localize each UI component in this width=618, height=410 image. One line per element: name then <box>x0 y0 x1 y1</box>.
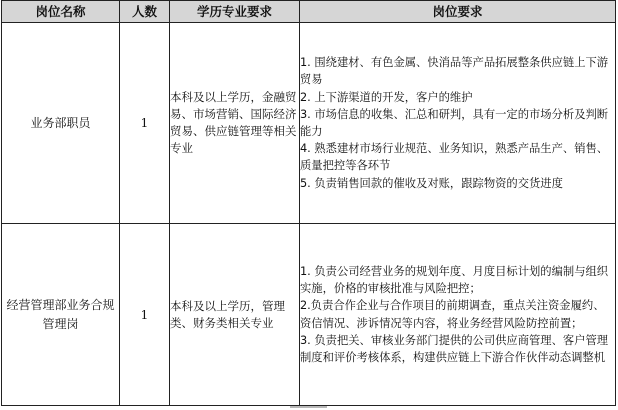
headcount: 1 <box>120 224 170 406</box>
education-requirements: 本科及以上学历，金融贸易、市场营销、国际经济贸易、供应链管理等相关专业 <box>170 23 300 224</box>
table-row <box>2 224 616 406</box>
duty-item: 3. 负责把关、审核业务部门提供的公司供应商管理、客户管理制度和评价考核体系，构建供应链上下游合作伙伴动态调整机 <box>300 333 609 364</box>
header-duties: 岗位要求 <box>300 1 616 23</box>
duty-item: 5. 负责销售回款的催收及对账，跟踪物资的交货进度 <box>300 176 563 190</box>
duty-item: 3. 市场信息的收集、汇总和研判，具有一定的市场分析及判断能力 <box>300 107 609 138</box>
duty-list <box>300 224 616 406</box>
duty-item: 1. 围绕建材、有色金属、快消品等产品拓展整条供应链上下游贸易 <box>300 56 609 87</box>
header-requirements: 学历专业要求 <box>170 1 300 23</box>
duty-item: 1. 负责公司经营业务的规划年度、月度目标计划的编制与组织实施，价格的审核批准与风险把控； <box>300 264 609 296</box>
job-requirements-table <box>1 0 616 406</box>
duty-item: 2.负责合作企业与合作项目的前期调查，重点关注资金履约、资信情况、涉诉情况等内容，将业务经营风险防控前置； <box>300 299 605 330</box>
header-count: 人数 <box>120 1 170 23</box>
page-break-marker <box>290 406 327 408</box>
table-row <box>2 23 616 224</box>
duty-list <box>300 23 616 224</box>
headcount: 1 <box>120 23 170 224</box>
position-name: 经营管理部业务合规管理岗 <box>2 224 120 406</box>
duty-item: 4. 熟悉建材市场行业规范、业务知识，熟悉产品生产、销售、质量把控等各环节 <box>300 142 609 173</box>
education-requirements: 本科及以上学历，管理类、财务类相关专业 <box>170 224 300 406</box>
duty-item: 2. 上下游渠道的开发，客户的维护 <box>300 90 473 104</box>
table-header-row <box>2 1 616 23</box>
header-position: 岗位名称 <box>2 1 120 23</box>
position-name: 业务部职员 <box>2 23 120 224</box>
